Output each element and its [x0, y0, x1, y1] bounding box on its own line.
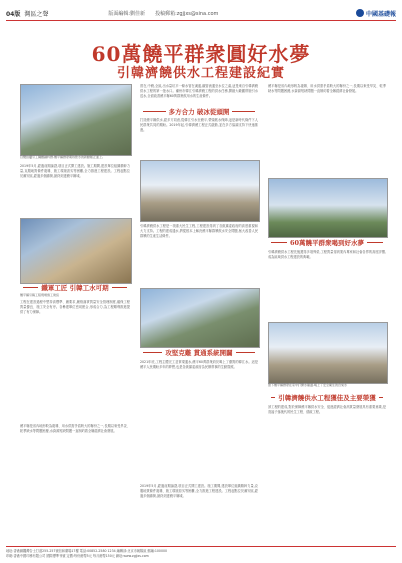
subhead-water-dream: 60萬饒平群衆喝到好水夢 — [268, 238, 386, 247]
page-footer — [6, 546, 396, 558]
body-p6-cont: 2019年5月,經過前期論證,項目正式開工建設。施工期間,建設單位組織精幹力量,克服地質條件複雜、施工環境惡劣等困難,全力推進工程建設。工程起點位於潮安區,經過多個鎮街,最終到達饒平縣城。 — [140, 484, 258, 498]
subhead-awards: 引韓濟饒供水工程獲佳及主要榮獲 — [268, 393, 386, 402]
photo-faucet — [268, 322, 388, 384]
newspaper-logo — [356, 9, 396, 18]
footer-line-2: 印刷:香港中國印務有限公司 國際標準刊號 定價:每份港幣5元 每月港幣150元 網址:www.zgjjxs.com — [6, 553, 149, 558]
photo-pipeline-aerial — [20, 84, 132, 156]
body-p2: 打造饒平縣供水,經多方同意,從韓江引水至饒平,帶頭飲水保障,這是新時代條件下人民群衆共同的期盼。2019年起,引韓濟饒工程正式啟動,並在多方協調支持下快速推進。 — [140, 118, 258, 132]
logo-text: 中國基礎報 — [365, 10, 396, 18]
submission-email: 投稿郵箱:zgjjxs@sina.com — [155, 10, 219, 17]
photo-workers — [20, 218, 132, 284]
page-header — [6, 6, 396, 21]
subhead-iron-army: 鐵軍工匠 引韓工水可期 — [20, 283, 130, 292]
body-p5: 工程在建設過程中堅持高標準、嚴要求,嚴格落實質量安全管理制度,確保工程質量優良、施工安全有序。各參建單位密切配合,形成合力,為工程順利推進提供了有力保障。 — [20, 300, 130, 314]
body-p9-cont: 饒平縣是省內地形較為複雜、用水供需矛盾較大的縣份之一,長期以來受旱災、乾季缺水等問題困擾,水資源短缺問題一直制約着全縣經濟社會發展。 — [20, 424, 130, 433]
caption-pipeline: 白鷺拍攝引工鋼鐵鋪料群,饒平縣群眾期待飲水的新動脈正面上。 — [20, 155, 105, 159]
editor-credit: 版面編輯:劉佳新 — [108, 10, 146, 17]
subhead-cooperation: 多方合力 破冰從頭開 — [140, 107, 258, 116]
headline-subtitle: 引韓濟饒供水工程建設紀實 — [116, 66, 285, 81]
body-intro: 曾在,中饒,全區,出水量坑平一條水管在溪邊,鐵管流通至水位之處,這是來自引韓濟饒供水工程的第一批水口。潮州市韓江引韓濟饒工程的供水任務,開創大範圍實施引水送水,全面改善饒平縣60萬群衆飲用水的生產條件。 — [140, 84, 258, 98]
body-p6: 引韓濟饒供水工程是一項重大民生工程,工程建設得到了各級黨委政府的高度重視和大力支持。工程的建成通水,將從根本上解決饒平縣群眾飲水安全問題,極大改善人民群眾的生產生活條件。 — [140, 224, 258, 238]
subhead-breakthrough: 攻堅克難 貫通系統開闢 — [140, 348, 258, 357]
photo-construction — [140, 160, 260, 222]
body-p8: 引韓濟饒供水工程先後獲得多項殊榮,工程質量得到業內專家和社會各界的高度評價,成為區域供水工程建設的典範。 — [268, 250, 386, 259]
page-number: 04版 — [6, 10, 21, 18]
body-p9: 該工程的建成,對於保障饒平縣供水安全、促進經濟社會高質量發展具有重要意義,是造福子孫後代的民生工程、德政工程。 — [268, 405, 386, 414]
footer-line-1: 地址:香港銅鑼灣告士打道255-257號信和廣場17樓 電話:00852-2580 1234 編輯部:北京市朝陽區 郵編:100000 — [6, 549, 168, 553]
body-p4: 2019年5月,經過前期論證,項目正式開工建設。施工期間,建設單位組織精幹力量,克服地質條件複雜、施工環境惡劣等困難,全力推進工程建設。工程起點位於潮安區,經過多個鎮街,最終到達饒平縣城。 — [20, 164, 130, 178]
caption-construction: 饒平縣引韓工程現場施工建設 — [20, 293, 60, 297]
body-p3: 饒平縣是省內地形較為複雜、用水供需矛盾較大的縣份之一,長期以來受旱災、乾季缺水等問題困擾,水資源短缺問題一直制約着全縣經濟社會發展。 — [268, 84, 386, 93]
photo-tunnel — [140, 288, 260, 348]
caption-faucet: 當下饒平縣群眾在家中打開水龍頭,喝上了安全衛生的自來水 — [268, 383, 347, 387]
logo-mark-icon — [356, 9, 364, 17]
headline-title: 60萬饒平群衆圓好水夢 — [91, 42, 311, 66]
photo-reservoir — [268, 178, 388, 238]
section-name: 灣區之聲 — [24, 10, 49, 18]
body-p7: 2021年底,工程主體完工並實現通水,饒平60萬群衆終於喝上了優質的韓江水。這是饒平人民期盼多年的夢想,也是各級黨委政府為民辦實事的生動寫照。 — [140, 360, 258, 369]
